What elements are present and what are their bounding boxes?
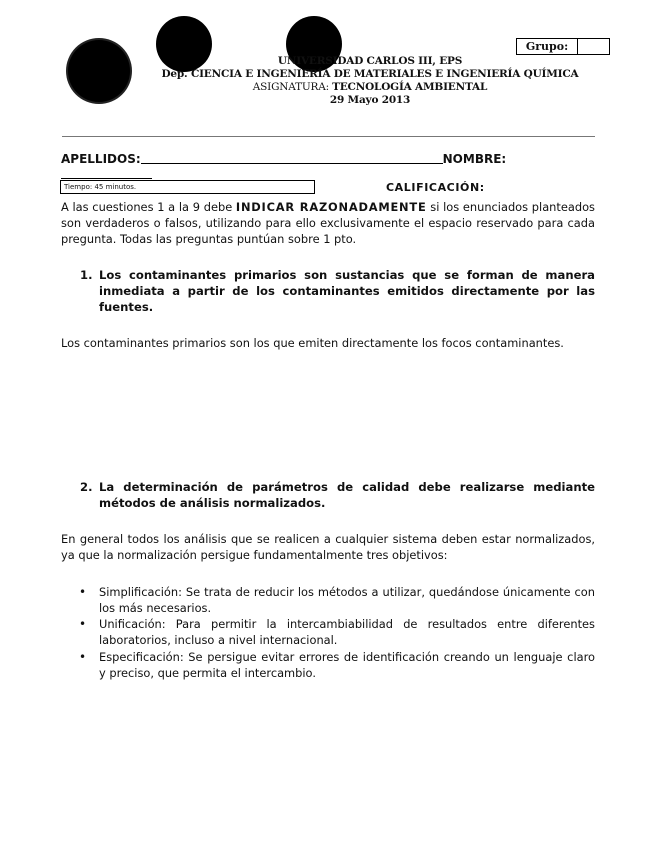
grupo-field[interactable] bbox=[578, 39, 609, 54]
name-line bbox=[61, 151, 595, 181]
department-name: Dep. CIENCIA E INGENIERÍA DE MATERIALES E INGENIERÍA QUÍMICA bbox=[161, 68, 579, 80]
apellidos-label: APELLIDOS: bbox=[61, 152, 141, 166]
subject-label: ASIGNATURA: bbox=[252, 81, 333, 93]
answer-1: Los contaminantes primarios son los que emiten directamente los focos contaminantes. bbox=[61, 336, 564, 350]
question-1 bbox=[80, 267, 595, 315]
header-divider bbox=[62, 136, 595, 137]
nombre-field[interactable] bbox=[61, 166, 152, 179]
bullet-icon: • bbox=[79, 585, 87, 599]
instructions-part2: si los enunciados planteados son verdaderos o falsos, utilizando para ello exclusivamente el espacio reservado para cada pregunta. Todas las preguntas puntúan sobre 1 pto. bbox=[61, 200, 595, 246]
university-name: UNIVERSIDAD CARLOS III, EPS bbox=[277, 55, 463, 67]
bullet-text: Especificación: Se persigue evitar errores de identificación creando un lenguaje claro y preciso, que permita el intercambio. bbox=[99, 650, 595, 680]
instructions bbox=[61, 199, 595, 247]
bullet-text: Simplificación: Se trata de reducir los métodos a utilizar, quedándose únicamente con los más necesarios. bbox=[99, 585, 595, 615]
apellidos-field[interactable] bbox=[141, 151, 443, 164]
bullet-item bbox=[79, 616, 595, 648]
grupo-box bbox=[516, 38, 610, 55]
time-box: Tiempo: 45 minutos. bbox=[60, 180, 315, 194]
bullet-item bbox=[79, 649, 595, 681]
answer-2: En general todos los análisis que se realicen a cualquier sistema deben estar normalizados, ya que la normalización persigue fundamentalmente tres objetivos: bbox=[61, 532, 595, 562]
subject-value: TECNOLOGÍA AMBIENTAL bbox=[332, 81, 488, 93]
grupo-label: Grupo: bbox=[517, 39, 578, 54]
university-logo bbox=[68, 40, 130, 102]
instructions-emphasis: INDICAR RAZONADAMENTE bbox=[235, 200, 427, 214]
calificacion-label: CALIFICACIÓN: bbox=[386, 181, 485, 194]
bullet-icon: • bbox=[79, 650, 87, 664]
exam-date: 29 Mayo 2013 bbox=[329, 94, 411, 106]
nombre-label: NOMBRE: bbox=[442, 152, 507, 166]
instructions-part1: A las cuestiones 1 a la 9 debe bbox=[61, 200, 236, 214]
question-1-number: 1. bbox=[80, 268, 93, 282]
question-2 bbox=[80, 479, 595, 511]
question-2-text: La determinación de parámetros de calidad debe realizarse mediante métodos de análisis normalizados. bbox=[99, 480, 595, 510]
question-1-text: Los contaminantes primarios son sustancias que se forman de manera inmediata a partir de los contaminantes emitidos directamente por las fuentes. bbox=[99, 268, 595, 314]
subject-line bbox=[150, 81, 590, 94]
bullet-icon: • bbox=[79, 617, 87, 631]
bullet-item bbox=[79, 584, 595, 616]
bullet-text: Unificación: Para permitir la intercambiabilidad de resultados entre diferentes laboratorios, incluso a nivel internacional. bbox=[99, 617, 595, 647]
question-2-number: 2. bbox=[80, 480, 93, 494]
